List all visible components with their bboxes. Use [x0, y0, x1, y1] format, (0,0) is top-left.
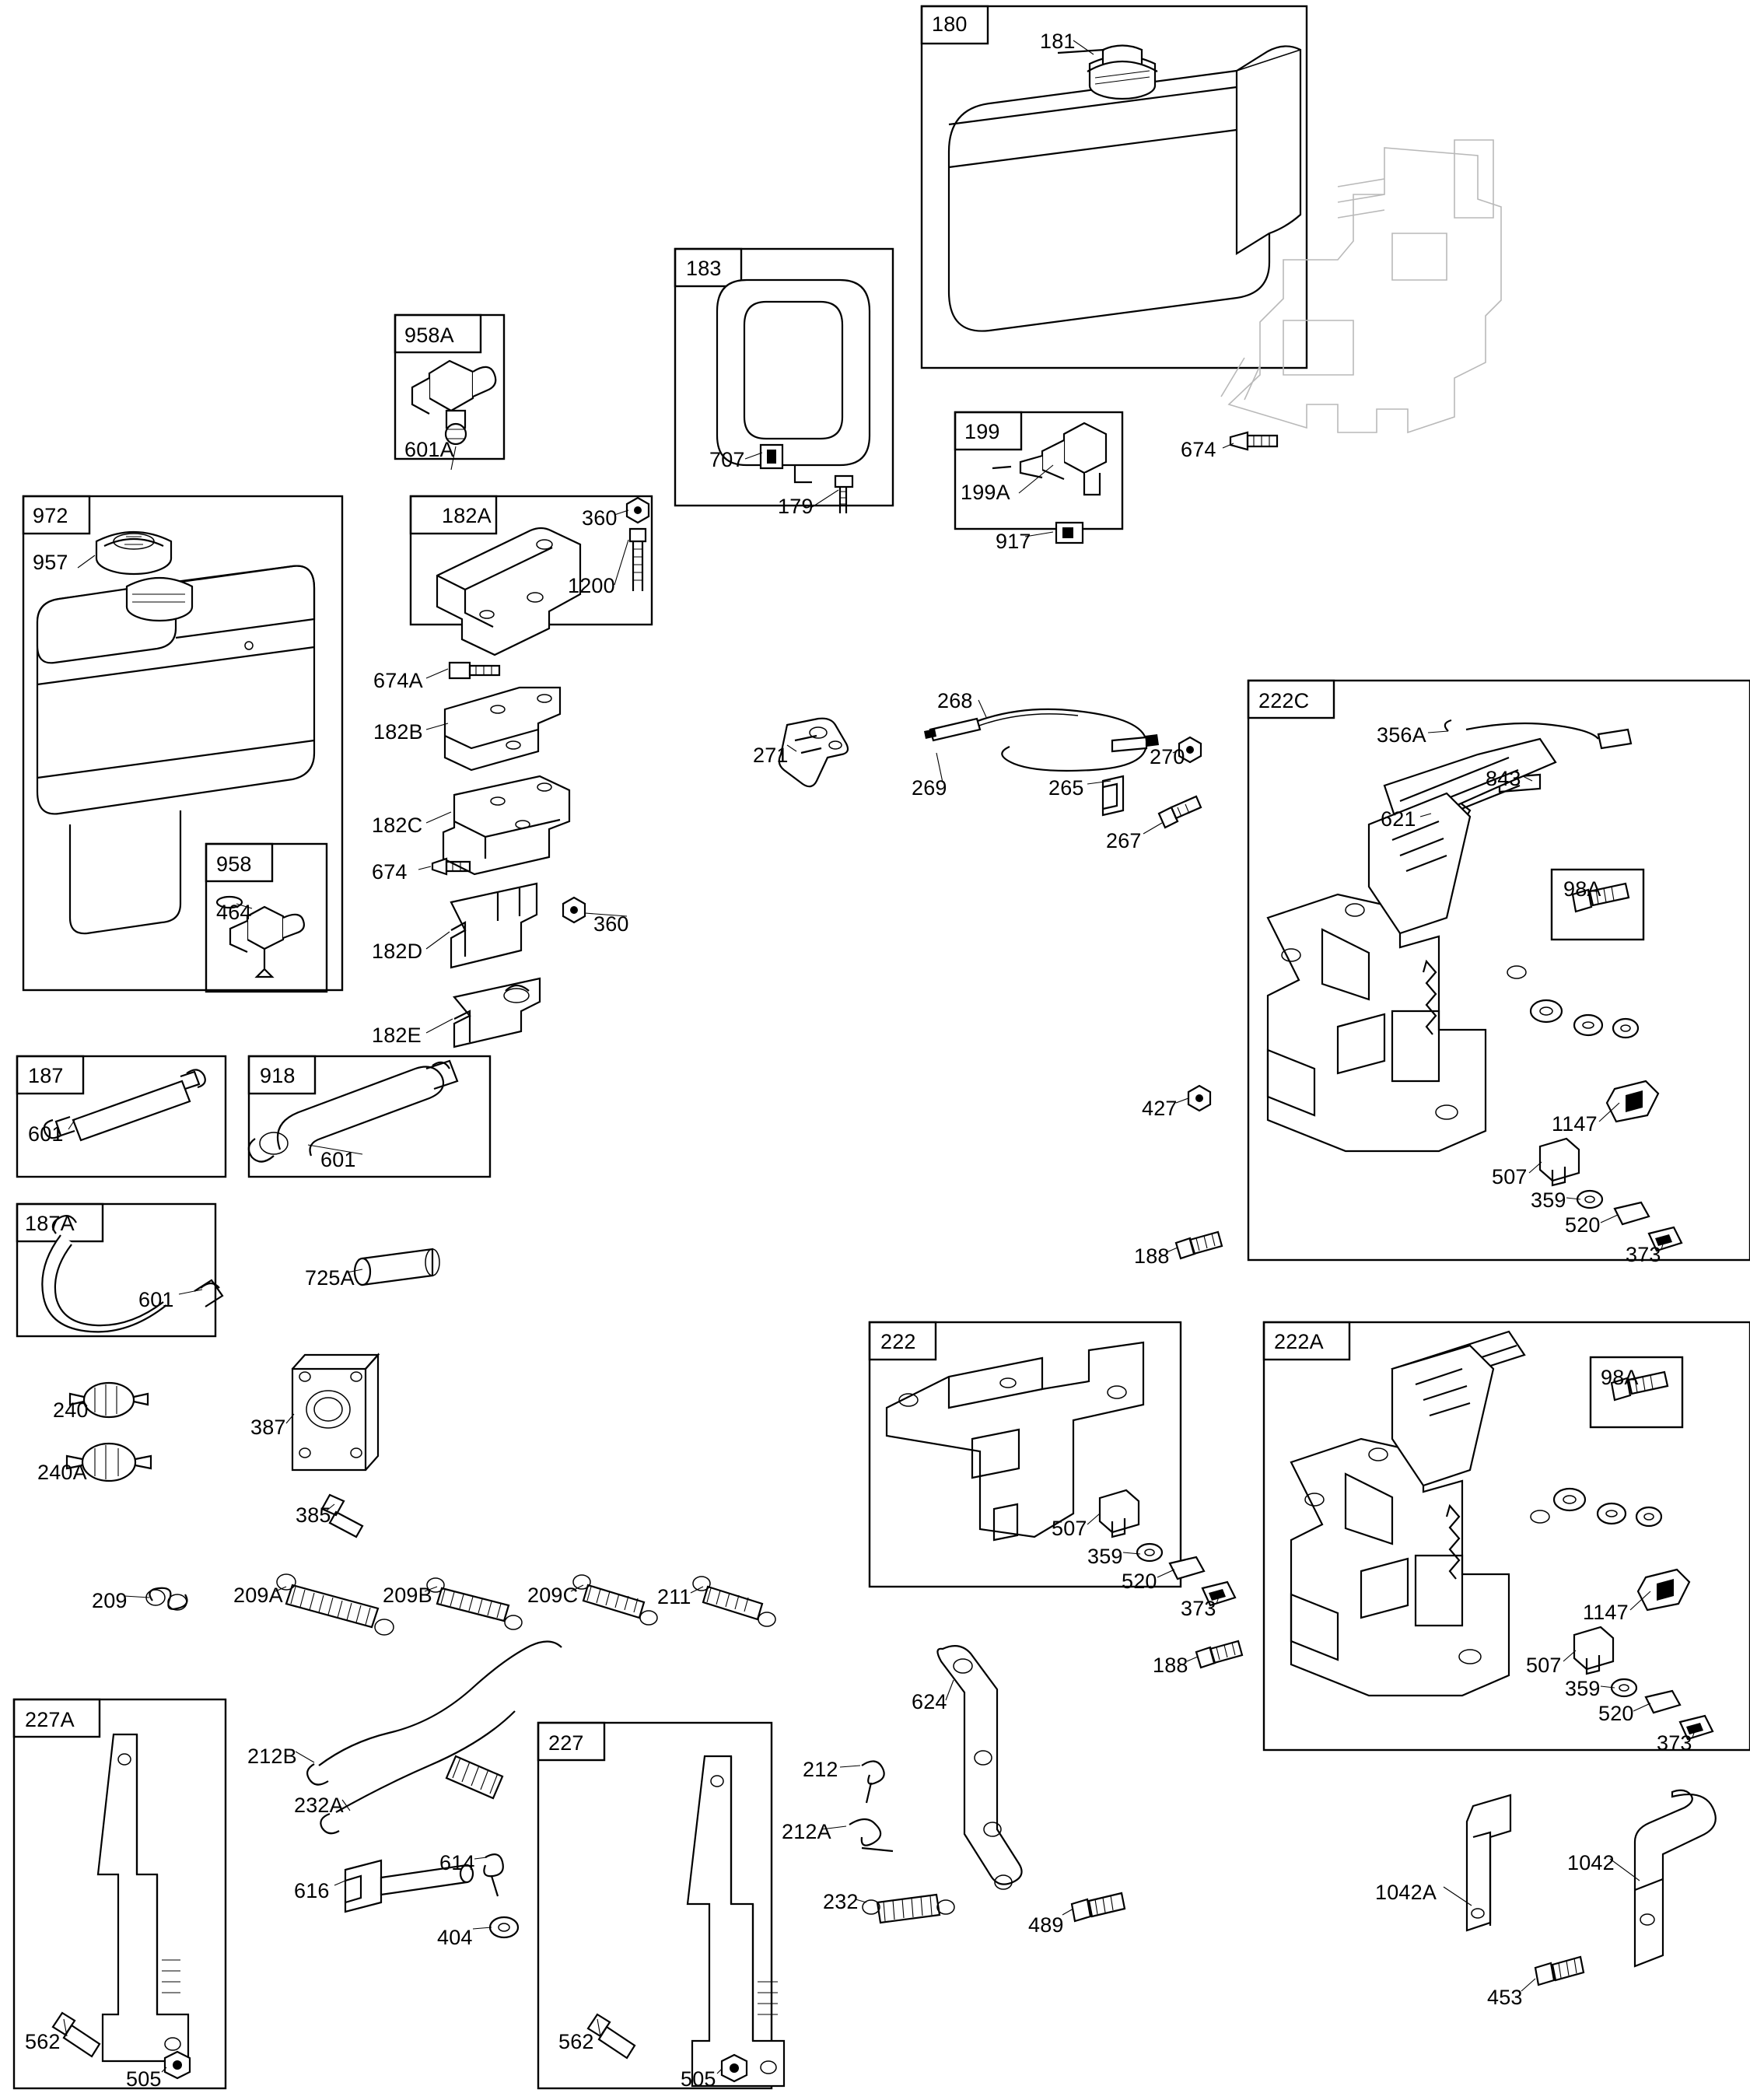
callout-464: 464 [216, 901, 252, 924]
callout-601A: 601A [404, 438, 454, 461]
callout-674A: 674A [373, 669, 423, 692]
group-label-222C: 222C [1258, 689, 1310, 712]
bracket-1042 [1635, 1790, 1716, 1966]
callout-1042: 1042 [1567, 1851, 1615, 1874]
callout-601-b: 601 [28, 1122, 64, 1146]
callout-614: 614 [439, 1851, 475, 1874]
callout-520-c: 520 [1598, 1702, 1634, 1725]
callout-843: 843 [1486, 767, 1521, 790]
callout-601-c: 601 [320, 1148, 356, 1171]
callout-1147-b: 1147 [1583, 1601, 1629, 1624]
hose-187 [44, 1069, 205, 1140]
callout-621: 621 [1381, 807, 1416, 831]
callout-674-b: 674 [372, 860, 408, 884]
group-label-958: 958 [216, 852, 252, 876]
callout-188-a: 188 [1134, 1244, 1170, 1268]
callout-360-b: 360 [593, 912, 629, 936]
bracket-182C [432, 776, 569, 874]
callout-359-b: 359 [1087, 1545, 1123, 1568]
part-199 [992, 423, 1277, 543]
callout-520-a: 520 [1565, 1213, 1601, 1237]
group-label-227: 227 [548, 1731, 584, 1755]
callout-404: 404 [437, 1926, 473, 1949]
callout-209C: 209C [527, 1584, 579, 1607]
callout-373-c: 373 [1657, 1731, 1692, 1755]
callout-209B: 209B [383, 1584, 432, 1607]
callout-707: 707 [709, 448, 745, 471]
callout-232: 232 [823, 1890, 859, 1913]
callout-453: 453 [1487, 1986, 1523, 2009]
callout-182B: 182B [373, 720, 423, 744]
throttle-shaft-616 [345, 1851, 518, 1937]
bracket-182E [454, 978, 540, 1047]
group-label-958A: 958A [404, 324, 454, 347]
callout-240: 240 [53, 1398, 89, 1422]
callout-209: 209 [92, 1589, 128, 1612]
callout-562-b: 562 [558, 2030, 594, 2053]
group-label-227A: 227A [25, 1708, 75, 1731]
group-label-180: 180 [932, 12, 968, 36]
bracket-182B [445, 688, 560, 770]
bracket-1042A [1467, 1795, 1510, 1930]
spacer-725A [355, 1249, 439, 1285]
group-label-222: 222 [880, 1330, 916, 1353]
callout-268: 268 [937, 689, 973, 712]
link-arm-624 [849, 1646, 1125, 1923]
callout-507-c: 507 [1526, 1654, 1562, 1677]
lever-227 [588, 1756, 784, 2086]
callout-356A: 356A [1377, 723, 1426, 747]
callout-601-d: 601 [138, 1288, 174, 1311]
callout-212A: 212A [782, 1820, 831, 1843]
bracket-182D [451, 884, 585, 968]
bolt-674A [450, 663, 499, 678]
callout-212B: 212B [247, 1745, 297, 1768]
group-label-222A: 222A [1274, 1330, 1324, 1353]
callout-265: 265 [1048, 776, 1084, 800]
bolt-453 [1535, 1957, 1584, 1985]
callout-505-b: 505 [681, 2067, 716, 2091]
part-183 [717, 280, 870, 513]
group-label-187: 187 [28, 1064, 64, 1087]
callout-1147-a: 1147 [1552, 1112, 1598, 1136]
callout-427: 427 [1142, 1097, 1178, 1120]
callout-182E: 182E [372, 1024, 422, 1047]
callout-489: 489 [1028, 1913, 1064, 1937]
callout-240A: 240A [37, 1461, 87, 1484]
callout-1200: 1200 [568, 574, 615, 597]
callout-725A: 725A [305, 1266, 355, 1290]
callout-188-b: 188 [1153, 1654, 1188, 1677]
callout-212: 212 [803, 1758, 838, 1781]
callout-359-c: 359 [1565, 1677, 1601, 1700]
callout-267: 267 [1106, 829, 1142, 852]
callout-270: 270 [1150, 745, 1185, 768]
callout-385: 385 [296, 1503, 331, 1527]
callout-520-b: 520 [1122, 1570, 1157, 1593]
group-label-183: 183 [686, 257, 722, 280]
callout-98A-bot: 98A [1601, 1366, 1639, 1389]
group-label-918: 918 [260, 1064, 296, 1087]
group-label-972: 972 [33, 504, 68, 527]
callout-211: 211 [657, 1585, 691, 1608]
callout-1042A: 1042A [1375, 1881, 1437, 1904]
callout-674: 674 [1181, 438, 1216, 461]
callout-182C: 182C [372, 814, 423, 837]
callout-624: 624 [912, 1690, 947, 1713]
callout-373-a: 373 [1626, 1243, 1661, 1266]
group-label-187A: 187A [25, 1212, 75, 1235]
group-frames [14, 6, 1750, 2091]
callout-387: 387 [250, 1416, 286, 1439]
callout-505-a: 505 [126, 2067, 162, 2091]
callout-957: 957 [33, 551, 68, 574]
lever-227A [53, 1734, 190, 2078]
callout-209A: 209A [233, 1584, 283, 1607]
callout-616: 616 [294, 1879, 330, 1902]
callout-562-a: 562 [25, 2030, 61, 2053]
callout-507-a: 507 [1492, 1165, 1528, 1188]
linkage-group-268 [779, 709, 1201, 828]
callout-507-b: 507 [1052, 1517, 1087, 1540]
callout-269: 269 [912, 776, 947, 800]
callout-181: 181 [1040, 30, 1076, 53]
callout-182D: 182D [372, 940, 423, 963]
callout-179: 179 [778, 495, 814, 518]
control-assembly-222A [1291, 1332, 1713, 1739]
callout-359-a: 359 [1531, 1188, 1566, 1212]
group-label-199: 199 [964, 420, 1000, 443]
part-958A [412, 361, 495, 444]
callout-98A-top: 98A [1563, 877, 1601, 901]
callout-373-b: 373 [1181, 1597, 1216, 1620]
callout-199A: 199A [961, 481, 1010, 504]
callout-232A: 232A [294, 1794, 344, 1817]
control-assembly-222C [1176, 720, 1682, 1258]
fuel-tank-180 [949, 46, 1300, 331]
callout-917: 917 [996, 530, 1031, 553]
callout-271: 271 [753, 744, 789, 767]
callout-360-a: 360 [582, 506, 618, 530]
group-label-182A: 182A [442, 504, 492, 527]
